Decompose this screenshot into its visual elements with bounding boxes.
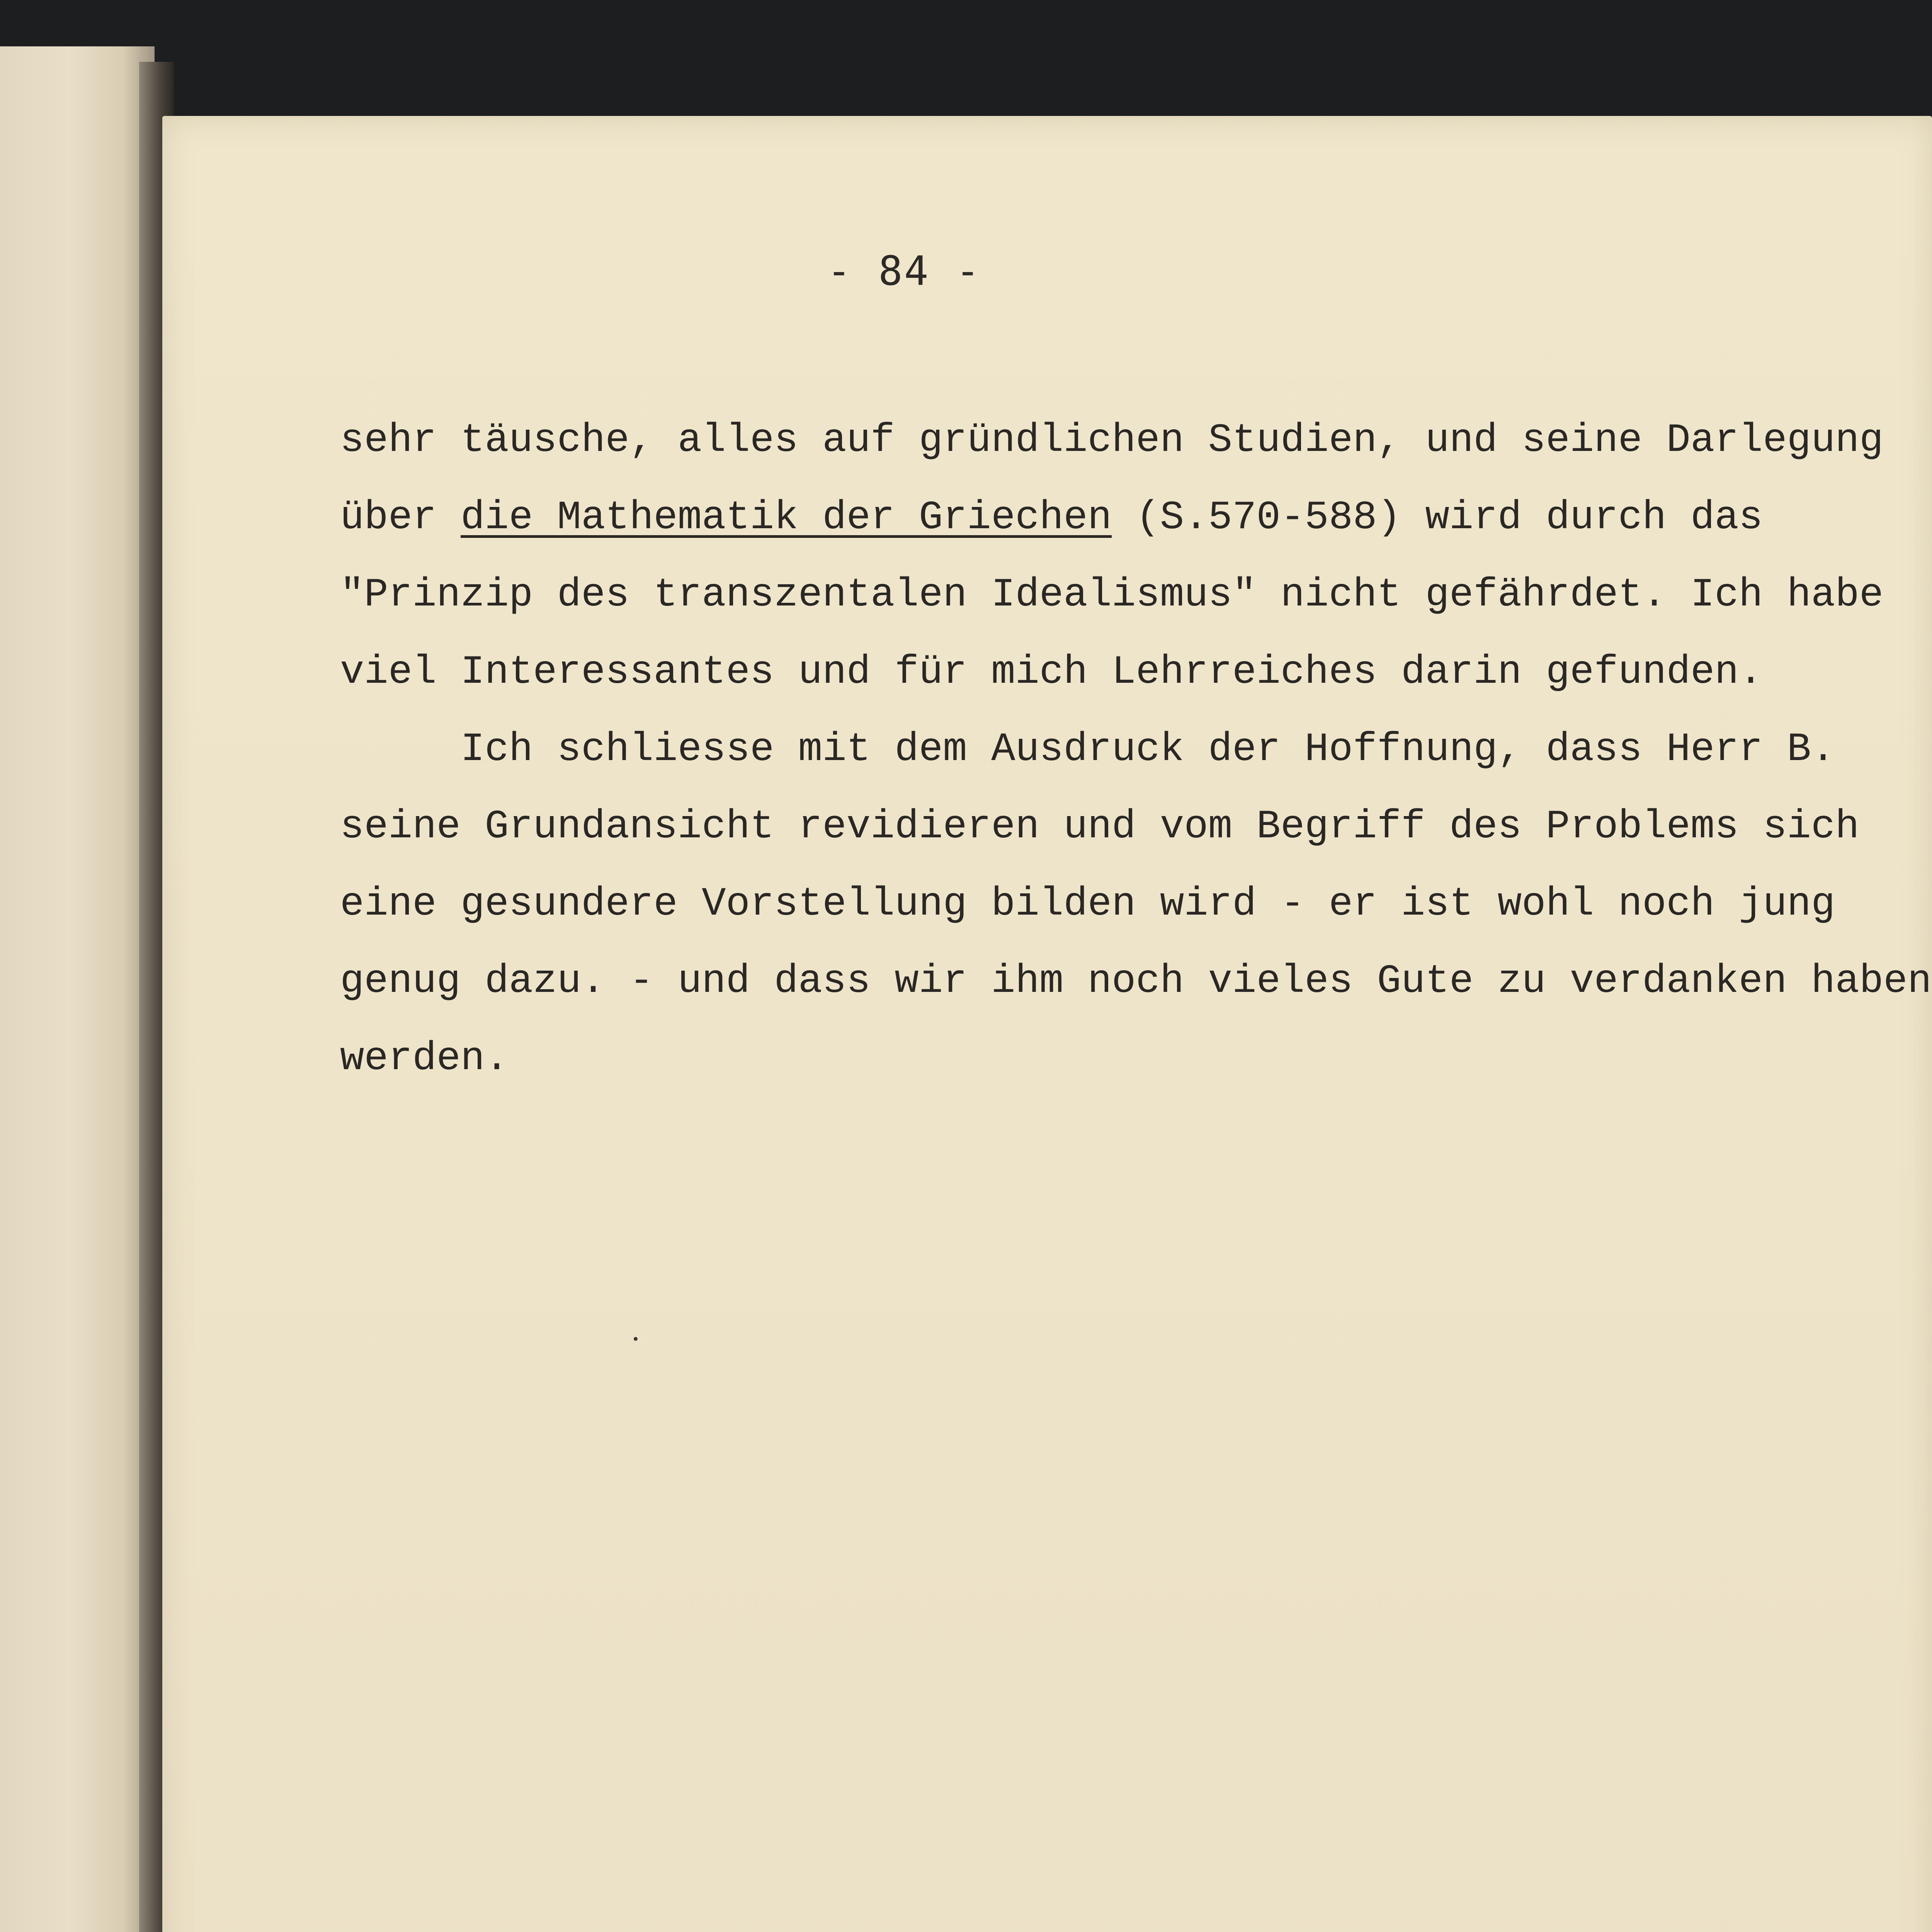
left-page-edge (0, 46, 155, 1932)
page-number: - 84 - (827, 247, 981, 294)
text-line-2-end: (S.570-588) wird durch das (1112, 495, 1763, 541)
text-line-8: genug dazu. - und dass wir ihm noch vieles Gute zu verdanken haben (340, 959, 1932, 1004)
text-line-7: eine gesundere Vorstellung bilden wird - er ist wohl noch jung (340, 881, 1835, 927)
text-line-2-start: über (340, 495, 461, 541)
text-line-5: Ich schliesse mit dem Ausdruck der Hoffnung, dass Herr B. (340, 727, 1835, 772)
stray-ink-dot (634, 1337, 638, 1341)
text-line-3: "Prinzip des transzentalen Idealismus" nicht gefährdet. Ich habe (340, 572, 1884, 618)
page-body-text (340, 402, 1932, 1097)
text-line-2 (340, 479, 1924, 556)
underlined-title: die Mathematik der Griechen (461, 495, 1112, 541)
text-line-6: seine Grundansicht revidieren und vom Begriff des Problems sich (340, 804, 1859, 850)
text-line-4: viel Interessantes und für mich Lehrreiches darin gefunden. (340, 650, 1763, 695)
text-line-9: werden. (340, 1036, 509, 1082)
text-line-1: sehr täusche, alles auf gründlichen Studien, und seine Darlegung (340, 418, 1884, 463)
